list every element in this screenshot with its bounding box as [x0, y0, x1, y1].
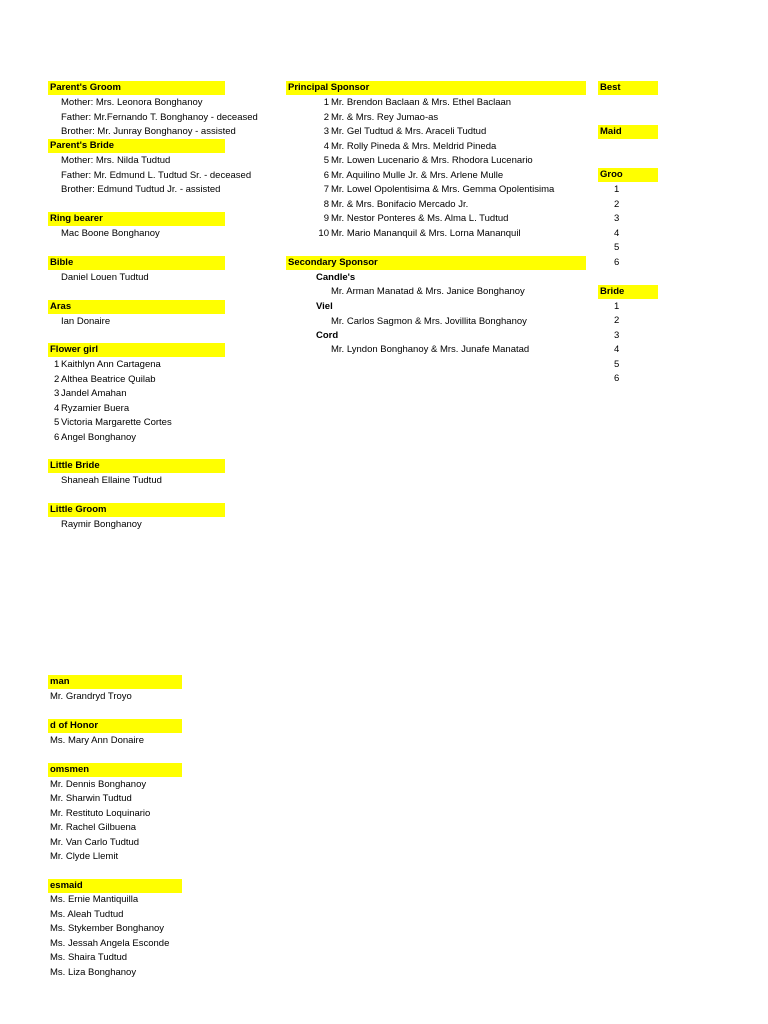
- little-groom-name: Raymir Bonghanoy: [61, 519, 142, 530]
- flower-girl-name: Angel Bonghanoy: [61, 432, 137, 443]
- parents-bride-header: Parent's Bride: [48, 139, 225, 153]
- groomsmen-header-partial: Groo: [598, 168, 658, 182]
- principal-sponsor-name: Mr. Gel Tudtud & Mrs. Araceli Tudtud: [331, 126, 487, 137]
- principal-sponsor-num: 7: [323, 184, 329, 195]
- principal-sponsor-num: 9: [323, 213, 329, 224]
- cord-label: Cord: [316, 330, 339, 341]
- flower-girl-header: Flower girl: [48, 343, 225, 357]
- secondary-sponsor-header: Secondary Sponsor: [286, 256, 586, 270]
- groomsmen-num: 3: [614, 213, 620, 224]
- groomsmen-num: 5: [614, 242, 620, 253]
- parents-bride-father: Father: Mr. Edmund L. Tudtud Sr. - deceased: [61, 170, 252, 181]
- little-bride-header: Little Bride: [48, 459, 225, 473]
- bridesmaid-name: Ms. Liza Bonghanoy: [50, 967, 137, 978]
- bridesmaid-header: esmaid: [48, 879, 182, 893]
- bridesmaid-num: 5: [614, 359, 620, 370]
- groomsmen-header: omsmen: [48, 763, 182, 777]
- best-man-name: Mr. Grandryd Troyo: [50, 691, 132, 702]
- candle-label: Candle's: [316, 272, 356, 283]
- principal-sponsor-num: 8: [323, 199, 329, 210]
- flower-girl-name: Kaithlyn Ann Cartagena: [61, 359, 161, 370]
- best-man-header: man: [48, 675, 182, 689]
- flower-girl-num: 3: [54, 388, 60, 399]
- principal-sponsor-header: Principal Sponsor: [286, 81, 586, 95]
- principal-sponsor-num: 10: [318, 228, 329, 239]
- little-groom-header: Little Groom: [48, 503, 225, 517]
- ring-bearer-header: Ring bearer: [48, 212, 225, 226]
- maid-of-honor-name: Ms. Mary Ann Donaire: [50, 735, 144, 746]
- parents-bride-mother: Mother: Mrs. Nilda Tudtud: [61, 155, 171, 166]
- groomsman-name: Mr. Restituto Loquinario: [50, 808, 151, 819]
- flower-girl-name: Jandel Amahan: [61, 388, 127, 399]
- parents-bride-brother: Brother: Edmund Tudtud Jr. - assisted: [61, 184, 221, 195]
- principal-sponsor-name: Mr. & Mrs. Rey Jumao-as: [331, 112, 439, 123]
- flower-girl-num: 6: [54, 432, 60, 443]
- flower-girl-num: 5: [54, 417, 60, 428]
- principal-sponsor-name: Mr. & Mrs. Bonifacio Mercado Jr.: [331, 199, 469, 210]
- ring-bearer-name: Mac Boone Bonghanoy: [61, 228, 160, 239]
- bridesmaid-num: 1: [614, 301, 620, 312]
- viel-label: Viel: [316, 301, 333, 312]
- bridesmaid-num: 6: [614, 373, 620, 384]
- maid-of-honor-header: d of Honor: [48, 719, 182, 733]
- groomsmen-num: 6: [614, 257, 620, 268]
- candle-sponsor: Mr. Arman Manatad & Mrs. Janice Bonghanoy: [331, 286, 525, 297]
- principal-sponsor-name: Mr. Mario Mananquil & Mrs. Lorna Mananquil: [331, 228, 521, 239]
- groomsmen-num: 4: [614, 228, 620, 239]
- little-bride-name: Shaneah Ellaine Tudtud: [61, 475, 162, 486]
- principal-sponsor-num: 4: [323, 141, 329, 152]
- groomsman-name: Mr. Rachel Gilbuena: [50, 822, 137, 833]
- parents-groom-header: Parent's Groom: [48, 81, 225, 95]
- col3-clip: [598, 81, 625, 384]
- parents-groom-father: Father: Mr.Fernando T. Bonghanoy - deceased: [61, 112, 258, 123]
- aras-name: Ian Donaire: [61, 316, 111, 327]
- bible-header: Bible: [48, 256, 225, 270]
- principal-sponsor-num: 5: [323, 155, 329, 166]
- bridesmaid-name: Ms. Aleah Tudtud: [50, 909, 124, 920]
- cord-sponsor: Mr. Lyndon Bonghanoy & Mrs. Junafe Manatad: [331, 344, 530, 355]
- bridesmaid-num: 2: [614, 315, 620, 326]
- bridesmaid-name: Ms. Ernie Mantiquilla: [50, 894, 139, 905]
- principal-sponsor-name: Mr. Aquilino Mulle Jr. & Mrs. Arlene Mulle: [331, 170, 504, 181]
- parents-groom-mother: Mother: Mrs. Leonora Bonghanoy: [61, 97, 203, 108]
- bible-name: Daniel Louen Tudtud: [61, 272, 149, 283]
- flower-girl-num: 1: [54, 359, 60, 370]
- flower-girl-num: 4: [54, 403, 60, 414]
- groomsmen-num: 2: [614, 199, 620, 210]
- groomsman-name: Mr. Dennis Bonghanoy: [50, 779, 147, 790]
- viel-sponsor: Mr. Carlos Sagmon & Mrs. Jovillita Bonghanoy: [331, 316, 527, 327]
- flower-girl-num: 2: [54, 374, 60, 385]
- bridesmaid-name: Ms. Shaira Tudtud: [50, 952, 128, 963]
- principal-sponsor-name: Mr. Nestor Ponteres & Ms. Alma L. Tudtud: [331, 213, 509, 224]
- principal-sponsor-num: 2: [323, 112, 329, 123]
- principal-sponsor-num: 3: [323, 126, 329, 137]
- groomsman-name: Mr. Van Carlo Tudtud: [50, 837, 140, 848]
- groomsman-name: Mr. Clyde Llemit: [50, 851, 119, 862]
- bridesmaid-name: Ms. Jessah Angela Esconde: [50, 938, 170, 949]
- flower-girl-name: Althea Beatrice Quilab: [61, 374, 156, 385]
- principal-sponsor-num: 6: [323, 170, 329, 181]
- groomsman-name: Mr. Sharwin Tudtud: [50, 793, 132, 804]
- parents-groom-brother: Brother: Mr. Junray Bonghanoy - assisted: [61, 126, 236, 137]
- bridesmaid-num: 4: [614, 344, 620, 355]
- bridesmaid-header-partial: Bride: [598, 285, 658, 299]
- flower-girl-name: Ryzamier Buera: [61, 403, 130, 414]
- aras-header: Aras: [48, 300, 225, 314]
- bridesmaid-num: 3: [614, 330, 620, 341]
- principal-sponsor-num: 1: [323, 97, 329, 108]
- groomsmen-num: 1: [614, 184, 620, 195]
- flower-girl-name: Victoria Margarette Cortes: [61, 417, 172, 428]
- principal-sponsor-name: Mr. Lowen Lucenario & Mrs. Rhodora Lucenario: [331, 155, 533, 166]
- principal-sponsor-name: Mr. Brendon Baclaan & Mrs. Ethel Baclaan: [331, 97, 512, 108]
- bridesmaid-name: Ms. Stykember Bonghanoy: [50, 923, 165, 934]
- principal-sponsor-name: Mr. Lowel Opolentisima & Mrs. Gemma Opolentisima: [331, 184, 555, 195]
- maid-header-partial: Maid: [598, 125, 658, 139]
- best-man-header-partial: Best: [598, 81, 658, 95]
- principal-sponsor-name: Mr. Rolly Pineda & Mrs. Meldrid Pineda: [331, 141, 497, 152]
